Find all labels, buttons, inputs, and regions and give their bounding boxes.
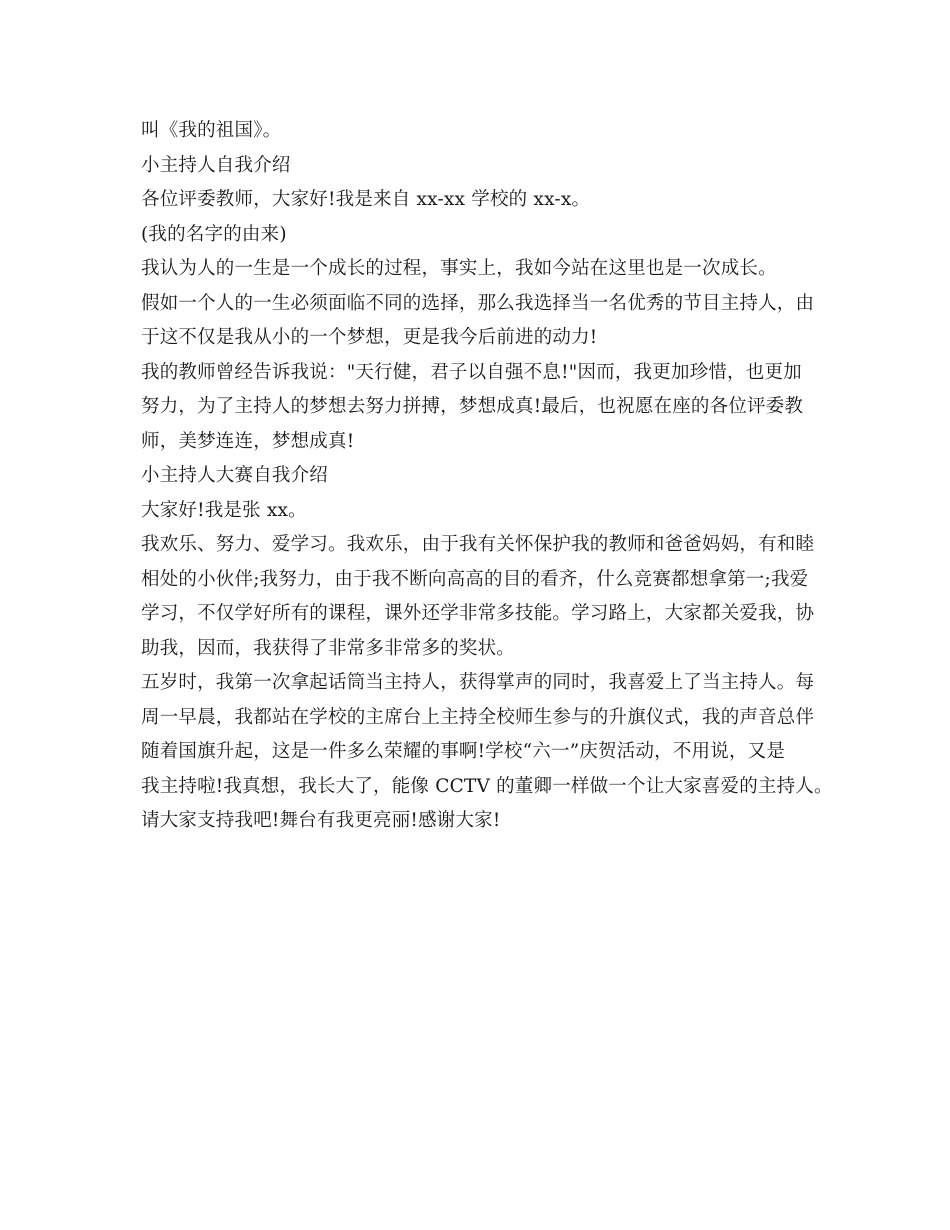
text-line: 我欢乐、努力、爱学习。我欢乐，由于我有关怀保护我的教师和爸爸妈妈，有和睦	[141, 534, 815, 555]
section-heading: 小主持人自我介绍	[141, 154, 291, 176]
section-heading: 小主持人大赛自我介绍	[141, 465, 329, 486]
text-line: 我的教师曾经告诉我说："天行健，君子以自强不息!"因而，我更加珍惜，也更加	[141, 361, 802, 383]
text-line: 我认为人的一生是一个成长的过程，事实上，我如今站在这里也是一次成长。	[141, 258, 777, 279]
text-line: 随着国旗升起，这是一件多么荣耀的事啊!学校“六一”庆贺活动，不用说，又是	[141, 741, 786, 762]
text-line: 于这不仅是我从小的一个梦想，更是我今后前进的动力!	[141, 327, 598, 348]
text-line: 努力，为了主持人的梦想去努力拼搏，梦想成真!最后，也祝愿在座的各位评委教	[141, 396, 804, 417]
text-line: 师，美梦连连，梦想成真!	[141, 430, 355, 452]
text-line: 我主持啦!我真想，我长大了，能像 CCTV 的董卿一样做一个让大家喜爱的主持人。	[141, 775, 833, 797]
text-line: 学习，不仅学好所有的课程，课外还学非常多技能。学习路上，大家都关爱我，协	[141, 603, 815, 624]
text-line: 各位评委教师，大家好!我是来自 xx-xx 学校的 xx-x。	[141, 189, 591, 210]
text-line: 假如一个人的一生必须面临不同的选择，那么我选择当一名优秀的节目主持人，由	[141, 292, 815, 314]
text-line: 相处的小伙伴;我努力，由于我不断向高高的目的看齐，什么竞赛都想拿第一;我爱	[141, 568, 809, 590]
text-line: 周一早晨，我都站在学校的主席台上主持全校师生参与的升旗仪式，我的声音总伴	[141, 706, 815, 728]
document-body	[141, 114, 833, 839]
text-line: 请大家支持我吧!舞台有我更亮丽!感谢大家!	[141, 810, 501, 831]
text-line: 助我，因而，我获得了非常多非常多的奖状。	[141, 637, 516, 659]
text-line: 五岁时，我第一次拿起话筒当主持人，获得掌声的同时，我喜爱上了当主持人。每	[141, 672, 815, 693]
text-line: 大家好!我是张 xx。	[141, 499, 307, 521]
text-line: 叫《我的祖国》。	[141, 120, 282, 141]
text-line: (我的名字的由来)	[141, 223, 287, 245]
